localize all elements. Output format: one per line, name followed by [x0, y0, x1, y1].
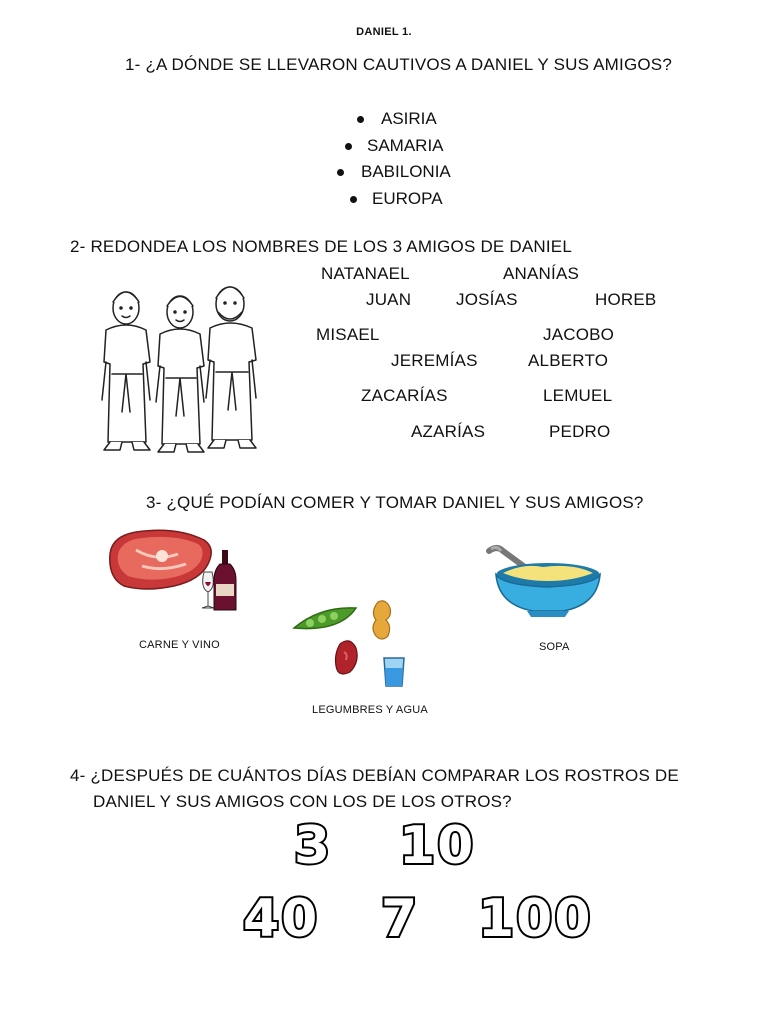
name-option[interactable]: JEREMÍAS [391, 351, 478, 370]
name-option[interactable]: ZACARÍAS [361, 386, 448, 405]
question-2: 2- REDONDEA LOS NOMBRES DE LOS 3 AMIGOS DE DANIEL [70, 237, 572, 256]
q1-option[interactable]: SAMARIA [345, 133, 451, 160]
name-option[interactable]: MISAEL [316, 325, 380, 344]
number-option[interactable]: 3 [294, 816, 333, 876]
q1-option[interactable]: BABILONIA [345, 159, 451, 186]
name-option[interactable]: ALBERTO [528, 351, 609, 370]
name-option[interactable]: HOREB [595, 290, 657, 309]
question-4-line-1: 4- ¿DESPUÉS DE CUÁNTOS DÍAS DEBÍAN COMPARAR LOS ROSTROS DE [70, 766, 679, 785]
caption-meat-wine: CARNE Y VINO [139, 639, 220, 651]
number-option[interactable]: 10 [399, 816, 476, 876]
question-1: 1- ¿A DÓNDE SE LLEVARON CAUTIVOS A DANIEL Y SUS AMIGOS? [125, 55, 672, 74]
name-option[interactable]: JACOBO [543, 325, 615, 344]
q1-option[interactable]: ASIRIA [345, 106, 451, 133]
name-option[interactable]: JOSÍAS [456, 290, 518, 309]
name-option[interactable]: ANANÍAS [503, 264, 580, 283]
legumes-and-water-icon[interactable] [290, 596, 420, 692]
number-option[interactable]: 7 [381, 889, 420, 949]
soup-bowl-icon[interactable] [483, 543, 605, 619]
caption-soup: SOPA [539, 641, 570, 653]
question-3: 3- ¿QUÉ PODÍAN COMER Y TOMAR DANIEL Y SUS AMIGOS? [146, 493, 644, 512]
name-option[interactable]: JUAN [366, 290, 412, 309]
q1-option[interactable]: EUROPA [345, 186, 451, 213]
name-option[interactable]: NATANAEL [321, 264, 410, 283]
worksheet-title: DANIEL 1. [356, 26, 412, 38]
meat-and-wine-icon[interactable] [106, 528, 242, 618]
q1-options-list [345, 106, 451, 212]
caption-legumes-water: LEGUMBRES Y AGUA [312, 704, 428, 716]
name-option[interactable]: LEMUEL [543, 386, 613, 405]
number-option[interactable]: 40 [243, 889, 320, 949]
number-option[interactable]: 100 [478, 889, 593, 949]
name-option[interactable]: AZARÍAS [411, 422, 486, 441]
question-4-line-2: DANIEL Y SUS AMIGOS CON LOS DE LOS OTROS? [93, 792, 512, 811]
three-friends-illustration [98, 278, 260, 456]
name-option[interactable]: PEDRO [549, 422, 611, 441]
